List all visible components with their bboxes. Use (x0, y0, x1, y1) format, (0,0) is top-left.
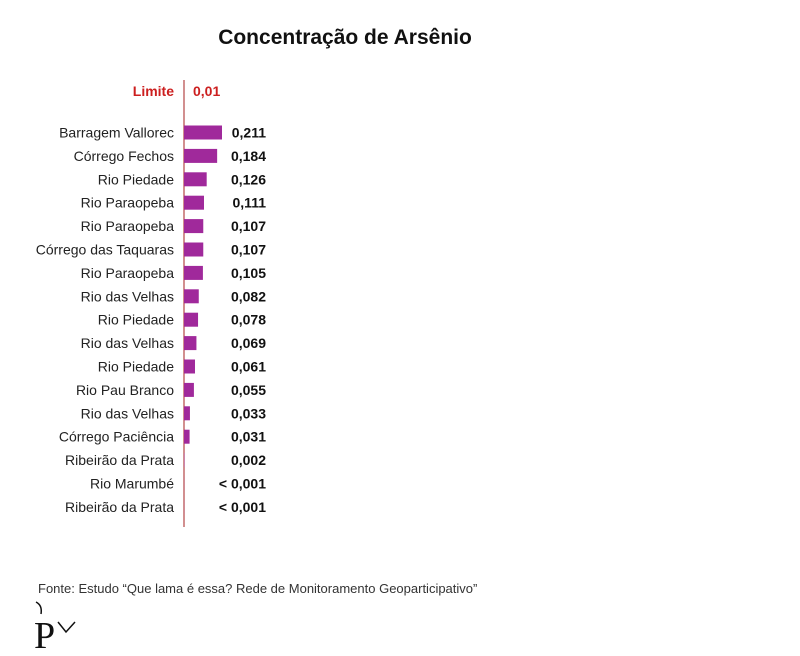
category-label: Rio Paraopeba (80, 264, 174, 281)
category-label: Córrego Paciência (58, 428, 174, 445)
category-label: Rio das Velhas (80, 335, 174, 352)
category-label: Rio Piedade (97, 171, 174, 188)
category-label: Rio Marumbé (89, 475, 174, 492)
value-label: 0,078 (230, 311, 266, 328)
category-label: Rio Piedade (97, 311, 174, 328)
value-label: 0,105 (230, 264, 266, 281)
bar (184, 289, 199, 303)
source-note: Fonte: Estudo “Que lama é essa? Rede de Monitoramento Geoparticipativo” (38, 581, 478, 596)
bar (184, 336, 196, 350)
value-label: 0,184 (230, 147, 266, 164)
value-label: 0,111 (232, 194, 266, 211)
category-label: Rio Pau Branco (75, 381, 174, 398)
value-label: 0,033 (230, 405, 266, 422)
category-label: Rio Paraopeba (80, 194, 174, 211)
category-label: Córrego Fechos (73, 147, 174, 164)
bar (184, 313, 198, 327)
bar (184, 360, 195, 374)
bar (184, 219, 203, 233)
value-label: 0,211 (231, 124, 266, 141)
bar (184, 266, 203, 280)
bar (184, 196, 204, 210)
category-label: Barragem Vallorec (59, 124, 174, 141)
category-label: Ribeirão da Prata (65, 498, 174, 515)
value-label: 0,002 (230, 452, 266, 469)
value-label: 0,107 (230, 218, 266, 235)
value-label: 0,082 (230, 288, 266, 305)
bar (184, 126, 222, 140)
bar (184, 430, 190, 444)
category-label: Rio Piedade (97, 358, 174, 375)
value-label: 0,055 (230, 381, 266, 398)
value-label: 0,107 (230, 241, 266, 258)
bar (184, 172, 207, 186)
bars-group (36, 125, 266, 515)
chart-title: Concentração de Arsênio (218, 26, 472, 49)
reference-line-value: 0,01 (193, 83, 221, 99)
category-label: Rio das Velhas (80, 405, 174, 422)
category-label: Córrego das Taquaras (35, 241, 174, 258)
bar (184, 243, 203, 257)
category-label: Ribeirão da Prata (65, 452, 174, 469)
value-label: 0,061 (230, 358, 266, 375)
category-label: Rio Paraopeba (80, 218, 174, 235)
reference-line-label: Limite (132, 83, 174, 99)
category-label: Rio das Velhas (80, 288, 174, 305)
bar (184, 406, 190, 420)
bar (184, 383, 194, 397)
logo (30, 598, 90, 656)
value-label: 0,126 (230, 171, 266, 188)
value-label: < 0,001 (218, 498, 266, 515)
logo-letter: P (34, 615, 56, 656)
value-label: < 0,001 (218, 475, 266, 492)
value-label: 0,031 (230, 428, 266, 445)
value-label: 0,069 (230, 335, 266, 352)
bar (184, 149, 217, 163)
